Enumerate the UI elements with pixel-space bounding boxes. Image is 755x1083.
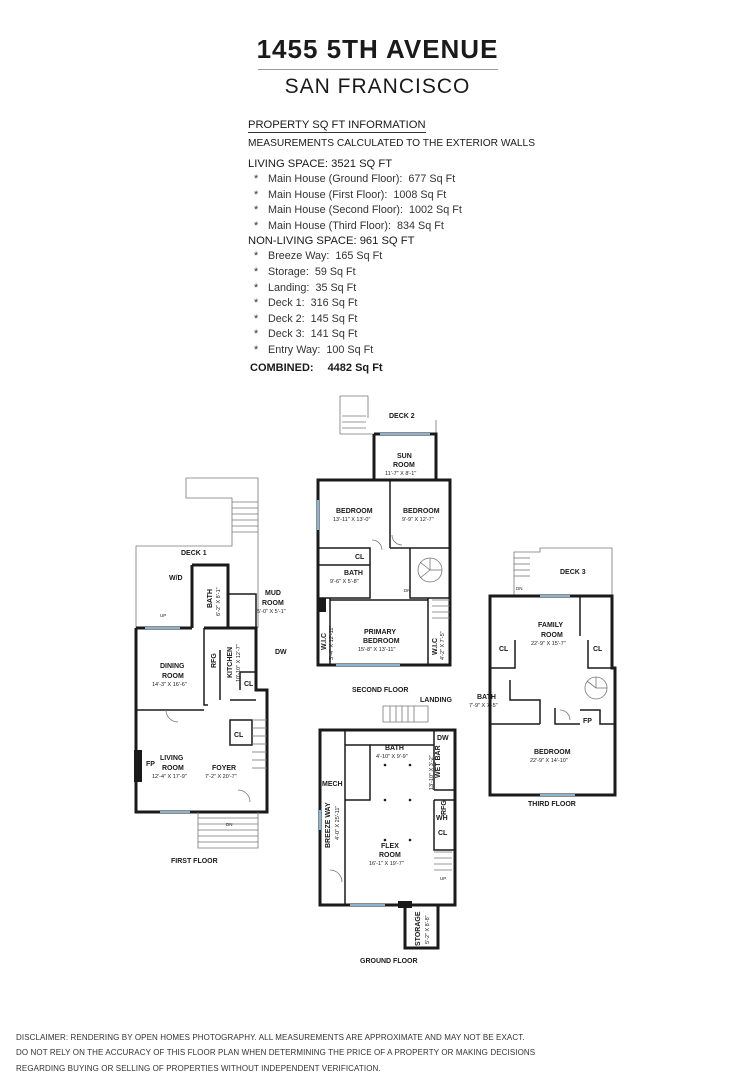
- primary-label-2: BEDROOM: [363, 638, 400, 645]
- page-subtitle: SAN FRANCISCO: [284, 75, 471, 98]
- ground-bath-label: BATH: [385, 745, 404, 752]
- third-bath-label: BATH: [477, 694, 496, 701]
- list-item: * Deck 2: 145 Sq Ft: [254, 312, 358, 325]
- disclaimer-line-3: REGARDING BUYING OR SELLING OF PROPERTIES WITHOUT INDEPENDENT VERIFICATION.: [16, 1063, 381, 1073]
- primary-label: PRIMARY: [364, 629, 397, 636]
- list-item: * Storage: 59 Sq Ft: [254, 265, 356, 278]
- ground-floor-caption: GROUND FLOOR: [360, 958, 418, 965]
- first-up-label: UP: [160, 613, 167, 618]
- sqft-heading: PROPERTY SQ FT INFORMATION: [248, 119, 426, 131]
- flex-dim: 16'-1" X 19'-7": [369, 861, 404, 867]
- page-title: 1455 5TH AVENUE: [256, 34, 499, 64]
- disclaimer-line-1: DISCLAIMER: RENDERING BY OPEN HOMES PHOTOGRAPHY. ALL MEASUREMENTS ARE APPROXIMATE AND MAY NOT BE EXACT.: [16, 1033, 525, 1042]
- measurement-note: MEASUREMENTS CALCULATED TO THE EXTERIOR WALLS: [248, 138, 536, 149]
- dining-label-2: ROOM: [162, 673, 184, 680]
- disclaimer-line-2: DO NOT RELY ON THE ACCURACY OF THIS FLOOR PLAN WHEN DETERMINING THE PRICE OF A PROPERTY OR MAKING DECISIONS: [16, 1048, 536, 1058]
- second-bed2-label: BEDROOM: [403, 508, 440, 515]
- first-floor-caption: FIRST FLOOR: [171, 858, 218, 865]
- kitchen-dim: 10'-10" X 12'-7": [236, 644, 242, 682]
- mud-dim: 5'-0" X 5'-1": [257, 609, 286, 615]
- dining-dim: 14'-3" X 16'-6": [152, 682, 187, 688]
- wh-label: WH: [436, 815, 448, 822]
- third-bath-dim: 7'-9" X 7'-5": [469, 703, 498, 709]
- second-dn-label: DN: [404, 588, 411, 593]
- third-floor-caption: THIRD FLOOR: [528, 801, 576, 808]
- second-bed1-label: BEDROOM: [336, 508, 373, 515]
- list-item: * Entry Way: 100 Sq Ft: [254, 343, 374, 356]
- storage-label: STORAGE: [415, 911, 422, 946]
- list-item: * Main House (Second Floor): 1002 Sq Ft: [254, 204, 462, 217]
- third-bed-dim: 22'-9" X 14'-10": [530, 758, 568, 764]
- wlc1-label: W.I.C: [321, 632, 328, 650]
- family-label-2: ROOM: [541, 632, 563, 639]
- family-dim: 22'-9" X 15'-7": [531, 641, 566, 647]
- mud-label-2: ROOM: [262, 600, 284, 607]
- second-bed2-dim: 9'-9" X 12'-7": [402, 517, 434, 523]
- combined-total: COMBINED: 4482 Sq Ft: [250, 361, 383, 374]
- wlc2-label: W.I.C: [432, 637, 439, 655]
- ground-floor-plan: [320, 697, 455, 965]
- fp-label: FP: [146, 761, 155, 768]
- flex-label-2: ROOM: [379, 852, 401, 859]
- third-cl1-label: CL: [499, 646, 509, 653]
- second-floor-caption: SECOND FLOOR: [352, 687, 409, 694]
- breeze-dim: 4'-0" X 25'-11": [335, 805, 341, 840]
- wetbar-label: WET BAR: [435, 745, 442, 778]
- third-bed-label: BEDROOM: [534, 749, 571, 756]
- third-floor-plan: [469, 548, 615, 808]
- living-dim: 12'-4" X 17'-9": [152, 774, 187, 780]
- list-item: * Landing: 35 Sq Ft: [254, 281, 357, 294]
- list-item: * Main House (First Floor): 1008 Sq Ft: [254, 188, 447, 201]
- list-item: * Deck 1: 316 Sq Ft: [254, 297, 358, 310]
- disclaimer: [16, 1030, 736, 1076]
- third-fp-label: FP: [583, 718, 592, 725]
- first-rfg-label: RFG: [211, 653, 218, 668]
- mech-label: MECH: [322, 781, 343, 788]
- wlc1-dim: 3'-4" X 12'-11": [329, 625, 335, 660]
- sun-label-2: ROOM: [393, 462, 415, 469]
- breeze-label: BREEZE WAY: [325, 802, 332, 848]
- ground-cl-label: CL: [438, 830, 448, 837]
- first-dn-label: DN: [226, 822, 233, 827]
- first-floor-plan: [134, 478, 287, 865]
- deck3-label: DECK 3: [560, 569, 586, 576]
- deck2-label: DECK 2: [389, 413, 415, 420]
- third-dn-label: DN: [516, 586, 523, 591]
- living-space-title: LIVING SPACE: 3521 SQ FT: [248, 158, 393, 170]
- list-item: * Deck 3: 141 Sq Ft: [254, 328, 358, 341]
- ground-dw-label: DW: [437, 735, 449, 742]
- first-dw-label: DW: [275, 649, 287, 656]
- deck1-label: DECK 1: [181, 550, 207, 557]
- storage-dim: 5'-2" X 8'-8": [425, 915, 431, 944]
- wlc2-dim: 4'-2" X 7'-5": [440, 631, 446, 660]
- second-bed1-dim: 13'-11" X 13'-0": [333, 517, 371, 523]
- flex-label: FLEX: [381, 843, 399, 850]
- second-bath-dim: 9'-6" X 5'-8": [330, 579, 359, 585]
- sun-label: SUN: [397, 453, 412, 460]
- first-bath-dim: 6'-2" X 8'-1": [216, 587, 222, 616]
- non-living-space-title: NON-LIVING SPACE: 961 SQ FT: [248, 235, 415, 248]
- wetbar-dim: 13'-10" X 3'-2": [429, 755, 435, 790]
- foyer-label: FOYER: [212, 765, 237, 772]
- second-floor-plan: [318, 396, 450, 694]
- list-item: * Breeze Way: 165 Sq Ft: [254, 250, 383, 263]
- first-cl-label: CL: [244, 681, 254, 688]
- first-cl2-label: CL: [234, 732, 244, 739]
- living-label-2: ROOM: [162, 765, 184, 772]
- second-cl-label: CL: [355, 554, 365, 561]
- ground-bath-dim: 4'-10" X 9'-9": [376, 754, 408, 760]
- family-label: FAMILY: [538, 622, 564, 629]
- primary-dim: 15'-8" X 13'-11": [358, 647, 396, 653]
- foyer-dim: 7'-2" X 20'-7": [205, 774, 237, 780]
- second-bath-label: BATH: [344, 570, 363, 577]
- list-item: * Main House (Third Floor): 834 Sq Ft: [254, 219, 444, 232]
- third-cl2-label: CL: [593, 646, 603, 653]
- list-item: * Main House (Ground Floor): 677 Sq Ft: [254, 173, 456, 185]
- ground-up-label: UP: [440, 876, 447, 881]
- sun-dim: 11'-7" X 8'-1": [385, 471, 417, 477]
- first-bath-label: BATH: [207, 589, 214, 608]
- wd-label: W/D: [169, 575, 183, 582]
- ground-rfg-label: RFG: [441, 800, 448, 815]
- living-label: LIVING: [160, 755, 184, 762]
- mud-label: MUD: [265, 590, 281, 597]
- dining-label: DINING: [160, 663, 185, 670]
- kitchen-label: KITCHEN: [227, 646, 234, 678]
- landing-label: LANDING: [420, 697, 452, 704]
